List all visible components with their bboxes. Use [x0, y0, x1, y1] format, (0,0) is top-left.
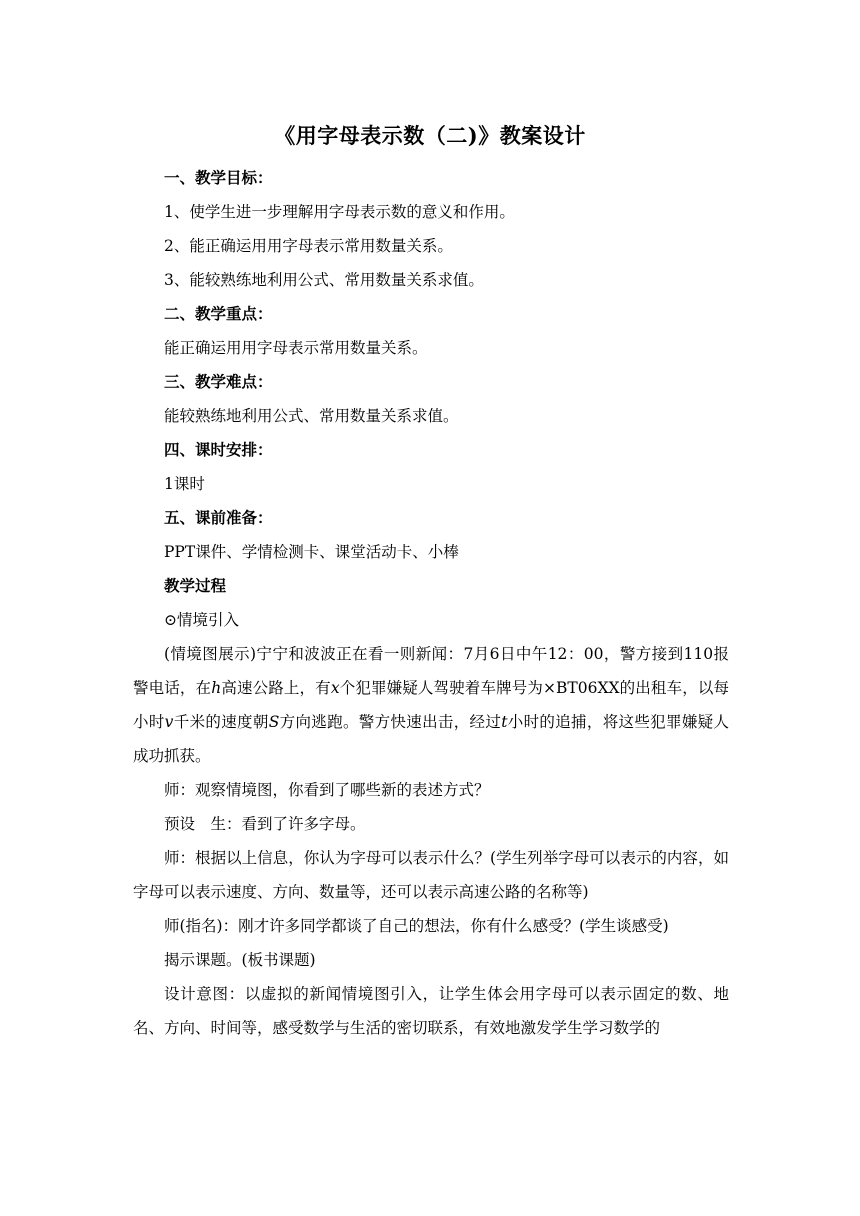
story-text-c: 个犯罪嫌疑人驾驶着车牌号为×BT06XX的出租车，以每小时: [133, 679, 729, 731]
objective-item-1: 1、使学生进一步理解用字母表示数的意义和作用。: [164, 203, 515, 221]
story-paragraph: [133, 637, 729, 773]
focus-text: 能正确运用用字母表示常用数量关系。: [164, 339, 428, 357]
document-body: [133, 161, 729, 1045]
symbol-h: h: [211, 679, 222, 697]
schedule-heading: 四、课时安排：: [164, 440, 273, 459]
story-text-f: 小时的追捕，将这些犯罪嫌疑人成功抓获。: [133, 713, 729, 765]
symbol-s: S: [268, 713, 280, 731]
intro-heading: ⊙情境引入: [164, 611, 239, 629]
dialogue-line-1: 师：观察情境图，你看到了哪些新的表述方式？: [164, 781, 490, 799]
story-text-d: 千米的速度朝: [173, 713, 269, 731]
objective-item-3: 3、能较熟练地利用公式、常用数量关系求值。: [164, 271, 484, 289]
symbol-v: v: [164, 713, 174, 731]
objective-item-2: 2、能正确运用用字母表示常用数量关系。: [164, 237, 453, 255]
prep-heading: 五、课前准备：: [164, 508, 273, 527]
schedule-text: 1课时: [164, 475, 205, 493]
design-intent-paragraph: 设计意图：以虚拟的新闻情境图引入，让学生体会用字母可以表示固定的数、地名、方向、时间等，感受数学与生活的密切联系，有效地激发学生学习数学的: [133, 985, 729, 1037]
story-text-a: (情境图展示)宁宁和波波正在看一则新闻：7月6日中午12：00，警方接到110报警电话，在: [133, 645, 729, 697]
dialogue-line-5: 揭示课题。(板书课题): [164, 951, 316, 969]
prep-text: PPT课件、学情检测卡、课堂活动卡、小棒: [164, 543, 459, 561]
symbol-t: t: [501, 713, 508, 731]
focus-heading: 二、教学重点：: [164, 304, 273, 323]
dialogue-line-3: 师：根据以上信息，你认为字母可以表示什么？(学生列举字母可以表示的内容，如字母可以表示速度、方向、数量等，还可以表示高速公路的名称等): [133, 849, 729, 901]
difficulty-heading: 三、教学难点：: [164, 372, 273, 391]
symbol-x: x: [330, 679, 340, 697]
difficulty-text: 能较熟练地利用公式、常用数量关系求值。: [164, 407, 459, 425]
story-text-e: 方向逃跑。警方快速出击，经过: [279, 713, 502, 731]
dialogue-line-2: 预设 生：看到了许多字母。: [164, 815, 366, 833]
process-heading: 教学过程: [164, 576, 227, 595]
story-text-b: 高速公路上，有: [221, 679, 331, 697]
objectives-heading: 一、教学目标：: [164, 168, 273, 187]
dialogue-line-4: 师(指名)：刚才许多同学都谈了自己的想法，你有什么感受？(学生谈感受): [164, 917, 669, 935]
document-title: 《用字母表示数（二)》教案设计: [274, 123, 586, 148]
